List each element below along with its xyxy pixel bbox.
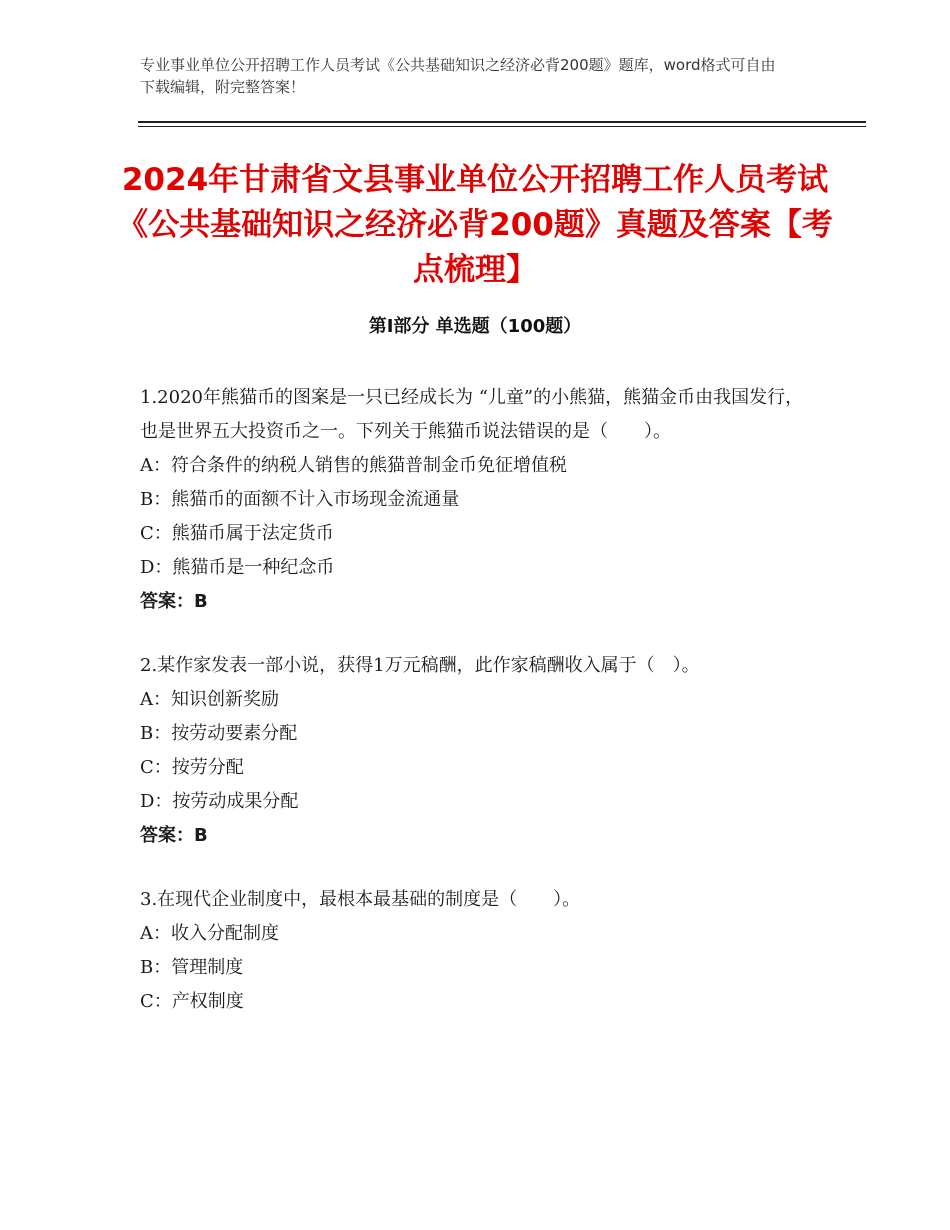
option-d: D：按劳动成果分配 — [140, 791, 299, 812]
question-3 — [140, 883, 816, 1019]
question-list — [140, 381, 816, 1049]
option-d: D：熊猫币是一种纪念币 — [140, 557, 335, 578]
option-b: B：按劳动要素分配 — [140, 723, 298, 744]
header-divider-thick — [138, 121, 866, 123]
header-divider-thin — [138, 126, 866, 127]
answer-line: 答案：B — [140, 591, 208, 612]
question-stem: 2.某作家发表一部小说，获得1万元稿酬，此作家稿酬收入属于（ ）。 — [140, 655, 700, 676]
option-c: C：熊猫币属于法定货币 — [140, 523, 334, 544]
question-2 — [140, 649, 816, 853]
document-title: 2024年甘肃省文县事业单位公开招聘工作人员考试《公共基础知识之经济必背200题》真题及答案【考点梳理】 — [117, 162, 833, 288]
option-b: B：熊猫币的面额不计入市场现金流通量 — [140, 489, 460, 510]
header-note: 专业事业单位公开招聘工作人员考试《公共基础知识之经济必背200题》题库，word格式可自由下载编辑，附完整答案！ — [140, 56, 776, 96]
option-a: A：符合条件的纳税人销售的熊猫普制金币免征增值税 — [140, 455, 567, 476]
option-a: A：收入分配制度 — [140, 923, 279, 944]
question-1 — [140, 381, 816, 619]
option-c: C：产权制度 — [140, 991, 244, 1012]
section-heading: 第Ⅰ部分 单选题（100题） — [368, 316, 582, 337]
question-stem: 3.在现代企业制度中，最根本最基础的制度是（ ）。 — [140, 889, 581, 910]
answer-line: 答案：B — [140, 825, 208, 846]
option-c: C：按劳分配 — [140, 757, 244, 778]
option-a: A：知识创新奖励 — [140, 689, 279, 710]
question-stem: 1.2020年熊猫币的图案是一只已经成长为 “儿童”的小熊猫，熊猫金币由我国发行，也是世界五大投资币之一。下列关于熊猫币说法错误的是（ ）。 — [140, 387, 804, 442]
option-b: B：管理制度 — [140, 957, 244, 978]
